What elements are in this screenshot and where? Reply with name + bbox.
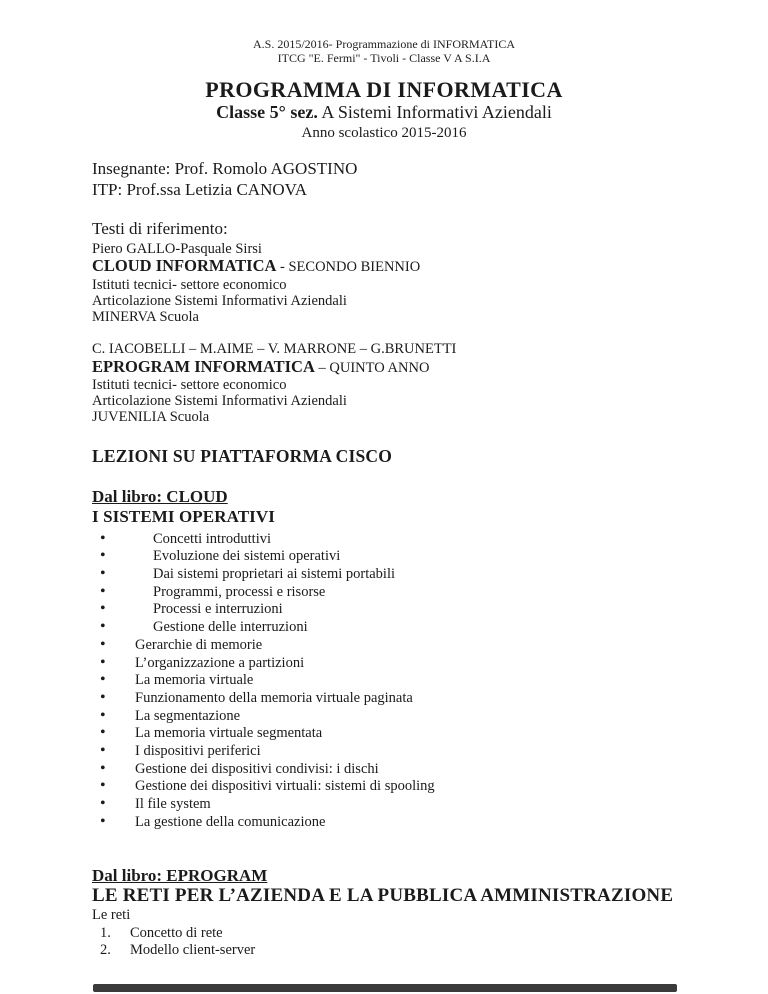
title-block (0, 78, 768, 142)
cisco-lessons-heading: LEZIONI SU PIATTAFORMA CISCO (92, 445, 393, 466)
section-eprogram-head (92, 866, 698, 906)
bullet-item: • La gestione della comunicazione (100, 814, 698, 832)
viewer-scrollbar[interactable] (93, 984, 677, 992)
itp-line: ITP: Prof.ssa Letizia CANOVA (92, 179, 307, 199)
bullet-item: • Gestione dei dispositivi virtuali: sistemi di spooling (100, 778, 698, 796)
bullet-item: • Il file system (100, 796, 698, 814)
bullet-item: • Processi e interruzioni (100, 601, 698, 619)
chapter-heading-os: I SISTEMI OPERATIVI (92, 506, 275, 526)
section-cloud-head (92, 487, 698, 527)
book-authors: Piero GALLO-Pasquale Sirsi (92, 241, 262, 257)
reference-texts-heading: Testi di riferimento: (92, 219, 228, 238)
page-title: PROGRAMMA DI INFORMATICA (205, 77, 563, 102)
bullet-item: • Gestione dei dispositivi condivisi: i dischi (100, 761, 698, 779)
bullet-item: • Concetti introduttivi (100, 531, 698, 549)
bullet-item: • Gestione delle interruzioni (100, 619, 698, 637)
subtitle-rest: A Sistemi Informativi Aziendali (317, 102, 552, 122)
page-subtitle (0, 102, 768, 123)
book-title: CLOUD INFORMATICA (92, 256, 277, 276)
book-publisher: MINERVA Scuola (92, 309, 199, 326)
bullet-item: • I dispositivi periferici (100, 743, 698, 761)
book-title-suffix: - SECONDO BIENNIO (276, 259, 421, 276)
book-detail-line: Articolazione Sistemi Informativi Aziendali (92, 292, 347, 309)
staff-block (92, 159, 698, 200)
book-title-suffix: – QUINTO ANNO (314, 359, 430, 376)
book-title-line (92, 358, 698, 378)
page-header (0, 0, 768, 65)
bullet-item: • Gerarchie di memorie (100, 637, 698, 655)
numbered-item: Modello client-server (130, 941, 256, 958)
subtitle-bold: Classe 5° sez. (216, 102, 318, 122)
bullet-item: • Dai sistemi proprietari ai sistemi portabili (100, 566, 698, 584)
numbered-item: Concetto di rete (130, 924, 223, 941)
school-year: Anno scolastico 2015-2016 (301, 125, 467, 141)
book-title-line (92, 257, 698, 277)
bullet-item: • La memoria virtuale segmentata (100, 725, 698, 743)
book-detail-line: Articolazione Sistemi Informativi Aziendali (92, 393, 347, 410)
book-title: EPROGRAM INFORMATICA (92, 356, 315, 376)
networks-topics-list (92, 925, 698, 960)
bullet-item: • Evoluzione dei sistemi operativi (100, 548, 698, 566)
source-heading-cloud: Dal libro: CLOUD (92, 486, 228, 506)
bullet-item: • Funzionamento della memoria virtuale paginata (100, 690, 698, 708)
chapter-heading-reti: LE RETI PER L’AZIENDA E LA PUBBLICA AMMINISTRAZIONE (92, 884, 674, 906)
header-line-1: A.S. 2015/2016- Programmazione di INFORMATICA (253, 37, 515, 51)
book-publisher: JUVENILIA Scuola (92, 409, 210, 426)
book-cloud (92, 241, 698, 325)
teacher-line: Insegnante: Prof. Romolo AGOSTINO (92, 159, 358, 178)
bullet-item: • L’organizzazione a partizioni (100, 655, 698, 673)
book-detail-line: Istituti tecnici- settore economico (92, 276, 287, 293)
header-line-2: ITCG "E. Fermi" - Tivoli - Classe V A S.I.A (277, 50, 491, 65)
bullet-item: • Programmi, processi e risorse (100, 584, 698, 602)
book-detail-line: Istituti tecnici- settore economico (92, 377, 287, 394)
networks-intro: Le reti (92, 906, 131, 923)
os-topics-list (92, 531, 698, 832)
bullet-item: • La segmentazione (100, 708, 698, 726)
bullet-item: • La memoria virtuale (100, 672, 698, 690)
book-authors: C. IACOBELLI – M.AIME – V. MARRONE – G.BRUNETTI (92, 341, 457, 358)
source-heading-eprogram: Dal libro: EPROGRAM (92, 865, 268, 885)
document-body (92, 159, 698, 959)
book-eprogram (92, 341, 698, 425)
